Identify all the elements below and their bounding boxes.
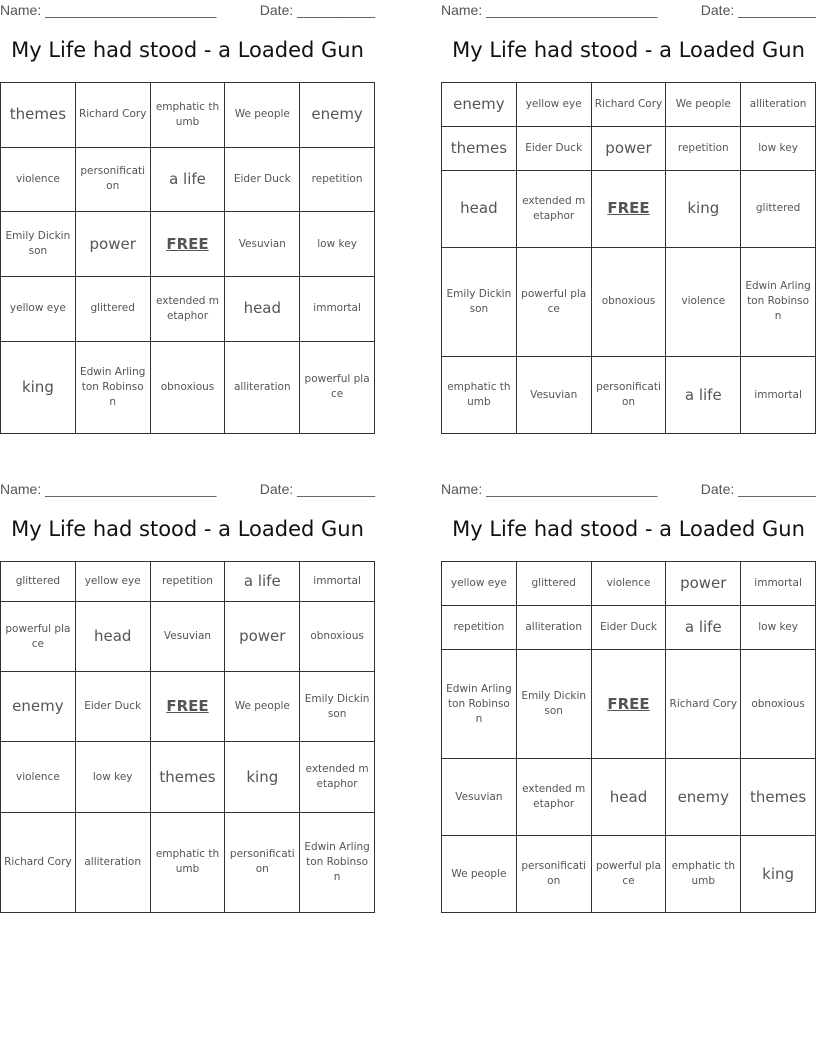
- bingo-cell: enemy: [666, 759, 741, 836]
- bingo-cell: Vesuvian: [442, 759, 517, 836]
- bingo-cell: Richard Cory: [591, 83, 666, 127]
- grid-row: [442, 649, 816, 759]
- bingo-cell: glittered: [1, 562, 76, 602]
- bingo-cell: emphatic thumb: [666, 836, 741, 913]
- bingo-cell: violence: [666, 247, 741, 357]
- bingo-cell: a life: [225, 562, 300, 602]
- grid-row: [1, 212, 375, 277]
- grid-row: [1, 742, 375, 812]
- bingo-cell: head: [225, 276, 300, 341]
- bingo-cell: a life: [666, 605, 741, 649]
- bingo-cell: Richard Cory: [1, 812, 76, 912]
- bingo-cell: Richard Cory: [75, 83, 150, 148]
- bingo-cell: powerful place: [591, 836, 666, 913]
- bingo-cell: Eider Duck: [591, 605, 666, 649]
- bingo-cell: immortal: [741, 357, 816, 434]
- free-space: FREE: [591, 170, 666, 247]
- bingo-cell: powerful place: [1, 602, 76, 672]
- bingo-cell: We people: [442, 836, 517, 913]
- bingo-grid: [0, 561, 375, 913]
- name-date-row: [441, 0, 816, 20]
- bingo-cell: extended metaphor: [516, 170, 591, 247]
- grid-row: [1, 562, 375, 602]
- name-date-row: [0, 479, 375, 499]
- bingo-cell: Edwin Arlington Robinson: [75, 341, 150, 433]
- bingo-cell: power: [75, 212, 150, 277]
- bingo-cell: Edwin Arlington Robinson: [442, 649, 517, 759]
- bingo-cell: Edwin Arlington Robinson: [300, 812, 375, 912]
- grid-row: [1, 83, 375, 148]
- bingo-cell: glittered: [741, 170, 816, 247]
- name-date-row: [441, 479, 816, 499]
- bingo-cell: Eider Duck: [516, 126, 591, 170]
- bingo-cell: extended metaphor: [300, 742, 375, 812]
- grid-row: [442, 126, 816, 170]
- grid-row: [1, 602, 375, 672]
- bingo-cell: enemy: [1, 672, 76, 742]
- free-space: FREE: [150, 672, 225, 742]
- bingo-cell: We people: [666, 83, 741, 127]
- bingo-cell: immortal: [300, 276, 375, 341]
- bingo-cell: power: [666, 562, 741, 606]
- bingo-cell: violence: [1, 147, 76, 212]
- bingo-cell: personification: [225, 812, 300, 912]
- card-title: My Life had stood - a Loaded Gun: [452, 517, 805, 541]
- bingo-cell: themes: [442, 126, 517, 170]
- name-field: Name: ______________________: [441, 481, 658, 497]
- date-field: Date: __________: [259, 481, 375, 497]
- name-field: Name: ______________________: [0, 481, 217, 497]
- bingo-cell: personification: [591, 357, 666, 434]
- bingo-cell: We people: [225, 672, 300, 742]
- bingo-cell: repetition: [300, 147, 375, 212]
- bingo-cell: enemy: [442, 83, 517, 127]
- bingo-cell: immortal: [300, 562, 375, 602]
- grid-row: [442, 247, 816, 357]
- bingo-cell: power: [591, 126, 666, 170]
- bingo-cell: glittered: [75, 276, 150, 341]
- date-field: Date: __________: [700, 481, 816, 497]
- bingo-cell: low key: [75, 742, 150, 812]
- date-field: Date: __________: [259, 2, 375, 18]
- bingo-cell: yellow eye: [516, 83, 591, 127]
- bingo-cell: Edwin Arlington Robinson: [741, 247, 816, 357]
- bingo-grid: [0, 82, 375, 434]
- grid-row: [442, 170, 816, 247]
- bingo-cell: obnoxious: [300, 602, 375, 672]
- bingo-cell: king: [1, 341, 76, 433]
- grid-row: [442, 357, 816, 434]
- bingo-cell: Richard Cory: [666, 649, 741, 759]
- date-field: Date: __________: [700, 2, 816, 18]
- bingo-grid: [441, 561, 816, 913]
- bingo-cell: alliteration: [225, 341, 300, 433]
- grid-row: [1, 672, 375, 742]
- bingo-cell: yellow eye: [75, 562, 150, 602]
- bingo-cell: head: [591, 759, 666, 836]
- bingo-cell: king: [666, 170, 741, 247]
- bingo-cell: alliteration: [741, 83, 816, 127]
- card-title: My Life had stood - a Loaded Gun: [11, 517, 364, 541]
- bingo-cell: low key: [300, 212, 375, 277]
- bingo-cell: yellow eye: [442, 562, 517, 606]
- bingo-grid: [441, 82, 816, 434]
- bingo-cell: themes: [1, 83, 76, 148]
- name-field: Name: ______________________: [441, 2, 658, 18]
- bingo-cell: head: [75, 602, 150, 672]
- bingo-cell: emphatic thumb: [442, 357, 517, 434]
- grid-row: [442, 605, 816, 649]
- bingo-cell: violence: [591, 562, 666, 606]
- grid-row: [442, 562, 816, 606]
- free-space: FREE: [591, 649, 666, 759]
- bingo-cell: personification: [516, 836, 591, 913]
- name-field: Name: ______________________: [0, 2, 217, 18]
- grid-row: [442, 836, 816, 913]
- bingo-cell: obnoxious: [150, 341, 225, 433]
- grid-row: [1, 812, 375, 912]
- bingo-cell: Vesuvian: [516, 357, 591, 434]
- bingo-cell: obnoxious: [741, 649, 816, 759]
- bingo-cell: a life: [150, 147, 225, 212]
- bingo-cell: immortal: [741, 562, 816, 606]
- bingo-cell: repetition: [150, 562, 225, 602]
- bingo-cell: Vesuvian: [150, 602, 225, 672]
- card-title: My Life had stood - a Loaded Gun: [11, 38, 364, 62]
- bingo-cell: personification: [75, 147, 150, 212]
- bingo-cell: extended metaphor: [150, 276, 225, 341]
- bingo-cell: obnoxious: [591, 247, 666, 357]
- bingo-cell: repetition: [666, 126, 741, 170]
- grid-row: [1, 147, 375, 212]
- free-space: FREE: [150, 212, 225, 277]
- bingo-cell: a life: [666, 357, 741, 434]
- bingo-cell: alliteration: [75, 812, 150, 912]
- bingo-cell: powerful place: [516, 247, 591, 357]
- bingo-cell: themes: [150, 742, 225, 812]
- name-date-row: [0, 0, 375, 20]
- bingo-cell: violence: [1, 742, 76, 812]
- bingo-cell: Emily Dickinson: [1, 212, 76, 277]
- bingo-cell: enemy: [300, 83, 375, 148]
- bingo-cell: Emily Dickinson: [300, 672, 375, 742]
- bingo-cell: emphatic thumb: [150, 812, 225, 912]
- bingo-cell: repetition: [442, 605, 517, 649]
- bingo-cell: extended metaphor: [516, 759, 591, 836]
- grid-row: [1, 341, 375, 433]
- bingo-cell: yellow eye: [1, 276, 76, 341]
- bingo-cell: alliteration: [516, 605, 591, 649]
- grid-row: [1, 276, 375, 341]
- bingo-cell: Vesuvian: [225, 212, 300, 277]
- bingo-cell: We people: [225, 83, 300, 148]
- bingo-cell: Eider Duck: [225, 147, 300, 212]
- bingo-cell: Eider Duck: [75, 672, 150, 742]
- bingo-cell: emphatic thumb: [150, 83, 225, 148]
- grid-row: [442, 83, 816, 127]
- bingo-cell: Emily Dickinson: [442, 247, 517, 357]
- bingo-cell: glittered: [516, 562, 591, 606]
- bingo-cell: king: [741, 836, 816, 913]
- bingo-cell: Emily Dickinson: [516, 649, 591, 759]
- bingo-cell: low key: [741, 126, 816, 170]
- bingo-cell: head: [442, 170, 517, 247]
- bingo-cell: low key: [741, 605, 816, 649]
- card-title: My Life had stood - a Loaded Gun: [452, 38, 805, 62]
- bingo-cell: king: [225, 742, 300, 812]
- bingo-cell: power: [225, 602, 300, 672]
- bingo-cell: themes: [741, 759, 816, 836]
- grid-row: [442, 759, 816, 836]
- bingo-cell: powerful place: [300, 341, 375, 433]
